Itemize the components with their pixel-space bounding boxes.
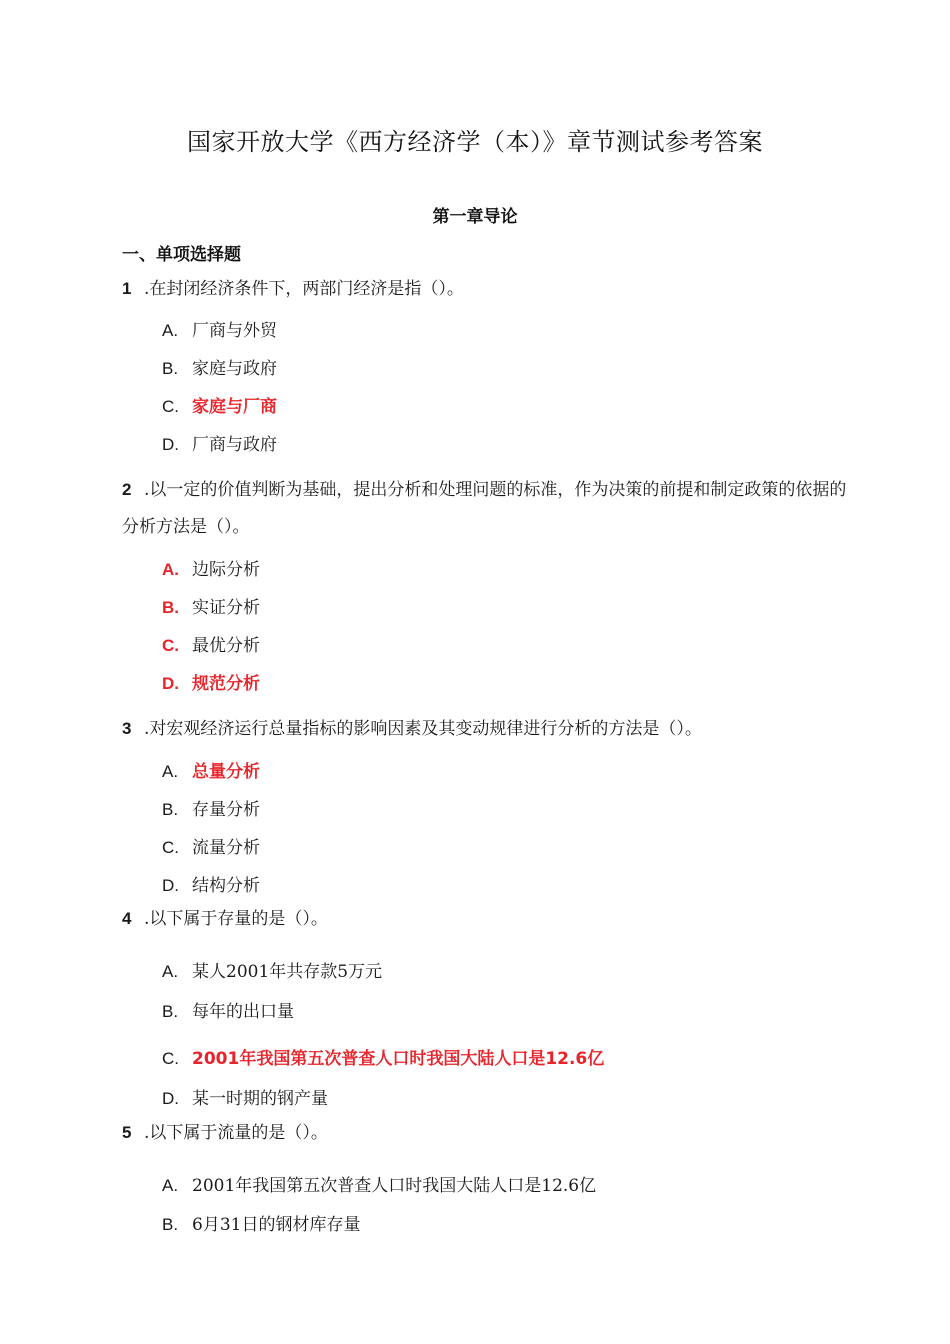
option-5b bbox=[162, 1210, 360, 1235]
question-text: .以下属于流量的是（）。 bbox=[144, 1123, 328, 1143]
question-text: .对宏观经济运行总量指标的影响因素及其变动规律进行分析的方法是（）。 bbox=[144, 719, 702, 739]
option-1d bbox=[162, 430, 277, 455]
option-letter: D. bbox=[162, 674, 179, 693]
option-letter: C. bbox=[162, 397, 179, 416]
option-letter: B. bbox=[162, 1215, 179, 1234]
option-2b bbox=[162, 593, 260, 618]
option-5a bbox=[162, 1171, 596, 1196]
chapter-heading: 第一章导论 bbox=[432, 207, 518, 227]
question-number: 4 bbox=[122, 909, 132, 928]
option-text: 每年的出口量 bbox=[192, 1002, 294, 1022]
option-letter: D. bbox=[162, 876, 179, 895]
option-2a bbox=[162, 555, 260, 580]
option-text: 2001年我国第五次普查人口时我国大陆人口是12.6亿 bbox=[192, 1176, 597, 1196]
option-letter: A. bbox=[162, 321, 179, 340]
question-5 bbox=[122, 1114, 852, 1152]
option-3b bbox=[162, 795, 260, 820]
option-text: 存量分析 bbox=[192, 800, 260, 820]
option-2d-correct bbox=[162, 669, 260, 694]
question-number: 5 bbox=[122, 1123, 132, 1142]
option-letter: B. bbox=[162, 800, 179, 819]
option-text: 某人2001年共存款5万元 bbox=[192, 962, 383, 982]
option-text: 2001年我国第五次普查人口时我国大陆人口是12.6亿 bbox=[192, 1049, 605, 1069]
option-letter: A. bbox=[162, 762, 179, 781]
option-3c bbox=[162, 833, 260, 858]
option-4a bbox=[162, 957, 382, 982]
option-1a bbox=[162, 316, 277, 341]
question-3 bbox=[122, 710, 852, 748]
option-4b bbox=[162, 997, 294, 1022]
option-letter: A. bbox=[162, 560, 179, 579]
question-text: .在封闭经济条件下，两部门经济是指（）。 bbox=[144, 279, 464, 299]
option-letter: D. bbox=[162, 1089, 179, 1108]
section-heading: 一、单项选择题 bbox=[122, 245, 241, 265]
option-letter: B. bbox=[162, 359, 179, 378]
option-text: 家庭与厂商 bbox=[192, 397, 277, 417]
option-letter: A. bbox=[162, 1176, 179, 1195]
question-text: .以一定的价值判断为基础，提出分析和处理问题的标准，作为决策的前提和制定政策的依据的分析方法是（）。 bbox=[122, 480, 847, 537]
option-3d bbox=[162, 871, 260, 896]
option-text: 某一时期的钢产量 bbox=[192, 1089, 328, 1109]
question-number: 1 bbox=[122, 279, 132, 298]
option-2c bbox=[162, 631, 260, 656]
option-letter: B. bbox=[162, 1002, 179, 1021]
option-text: 家庭与政府 bbox=[192, 359, 277, 379]
option-text: 实证分析 bbox=[192, 598, 260, 618]
option-1c-correct bbox=[162, 392, 277, 417]
option-text: 边际分析 bbox=[192, 560, 260, 580]
option-1b bbox=[162, 354, 277, 379]
option-text: 厂商与外贸 bbox=[192, 321, 277, 341]
question-4 bbox=[122, 900, 852, 938]
option-letter: B. bbox=[162, 598, 179, 617]
option-text: 6月31日的钢材库存量 bbox=[192, 1215, 361, 1235]
question-text: .以下属于存量的是（）。 bbox=[144, 909, 328, 929]
option-text: 厂商与政府 bbox=[192, 435, 277, 455]
option-3a-correct bbox=[162, 757, 260, 782]
option-letter: A. bbox=[162, 962, 179, 981]
option-text: 最优分析 bbox=[192, 636, 260, 656]
option-4d bbox=[162, 1084, 328, 1109]
question-number: 2 bbox=[122, 480, 132, 499]
option-letter: C. bbox=[162, 838, 179, 857]
option-text: 规范分析 bbox=[192, 674, 260, 694]
question-2 bbox=[122, 471, 852, 546]
option-text: 结构分析 bbox=[192, 876, 260, 896]
option-text: 总量分析 bbox=[192, 762, 260, 782]
question-number: 3 bbox=[122, 719, 132, 738]
option-4c-correct bbox=[162, 1044, 604, 1069]
question-1 bbox=[122, 270, 852, 308]
option-letter: C. bbox=[162, 636, 179, 655]
option-letter: C. bbox=[162, 1049, 179, 1068]
option-letter: D. bbox=[162, 435, 179, 454]
option-text: 流量分析 bbox=[192, 838, 260, 858]
document-title: 国家开放大学《西方经济学（本）》章节测试参考答案 bbox=[187, 128, 763, 156]
